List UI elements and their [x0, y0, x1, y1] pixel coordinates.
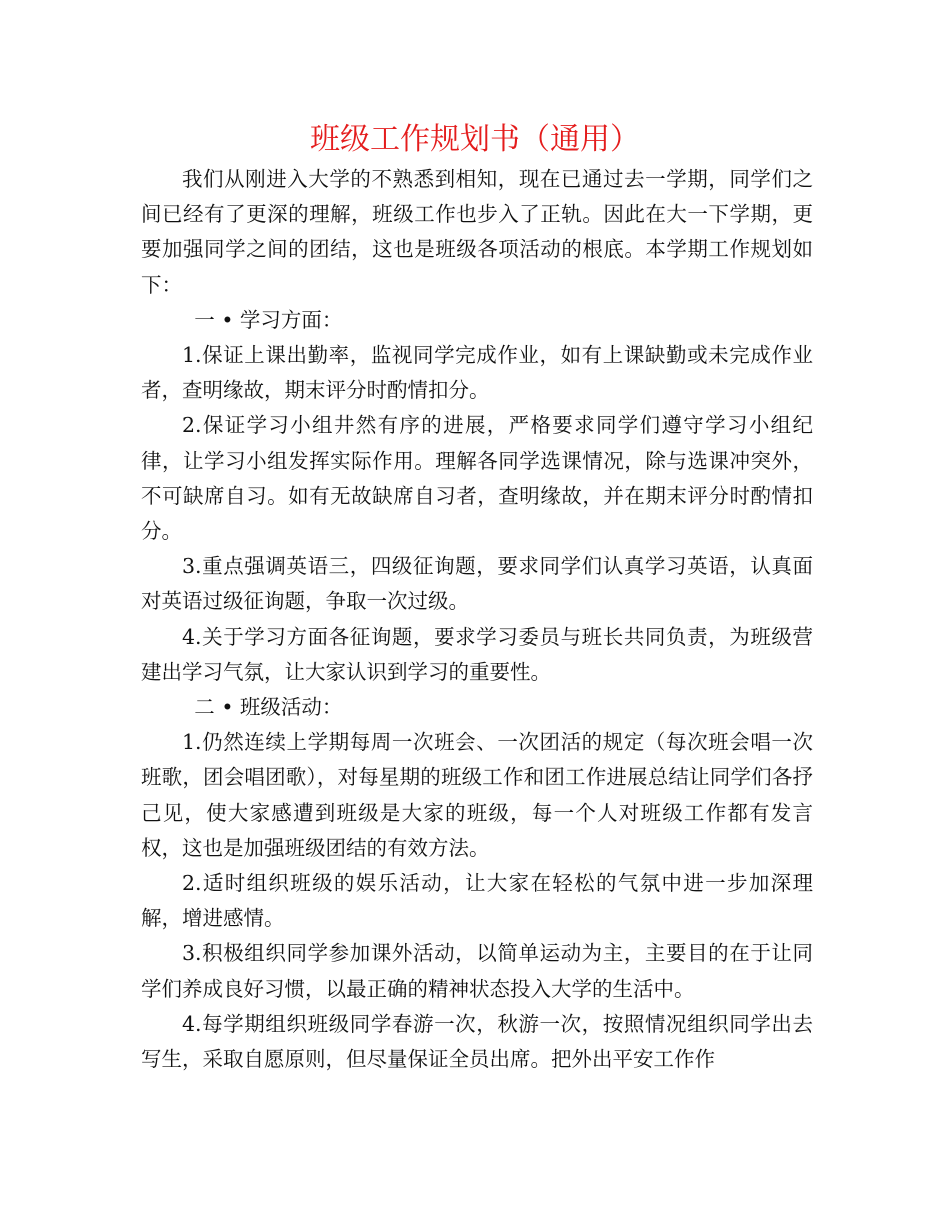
activity-item-4: 4.每学期组织班级同学春游一次，秋游一次，按照情况组织同学出去写生，采取自愿原则，但尽量保证全员出席。把外出平安工作作 — [141, 1011, 813, 1072]
study-item-1: 1.保证上课出勤率，监视同学完成作业，如有上课缺勤或未完成作业者，查明缘故，期末评分时酌情扣分。 — [141, 343, 813, 403]
activity-item-1: 1.仍然连续上学期每周一次班会、一次团活的规定（每次班会唱一次班歌，团会唱团歌），对每星期的班级工作和团工作进展总结让同学们各抒己见，使大家感遭到班级是大家的班级，每一个人对班级工作都有发言权，这也是加强班级团结的有效方法。 — [141, 730, 813, 860]
activity-item-3: 3.积极组织同学参加课外活动，以简单运动为主，主要目的在于让同学们养成良好习惯，以最正确的精神状态投入大学的生活中。 — [141, 941, 813, 1001]
section-heading-study: 一 • 学习方面： — [194, 307, 343, 332]
study-item-3: 3.重点强调英语三，四级征询题，要求同学们认真学习英语，认真面对英语过级征询题，争取一次过级。 — [141, 554, 813, 614]
intro-paragraph: 我们从刚进入大学的不熟悉到相知，现在已通过去一学期，同学们之间已经有了更深的理解，班级工作也步入了正轨。因此在大一下学期，更要加强同学之间的团结，这也是班级各项活动的根底。本学期工作规划如下： — [141, 167, 813, 297]
section-heading-activities: 二 • 班级活动： — [194, 695, 343, 720]
study-item-4: 4.关于学习方面各征询题，要求学习委员与班长共同负责，为班级营建出学习气氛，让大家认识到学习的重要性。 — [141, 624, 813, 684]
document-body — [141, 162, 813, 1077]
document-title: 班级工作规划书（通用） — [310, 122, 640, 157]
activity-item-2: 2.适时组织班级的娱乐活动，让大家在轻松的气氛中进一步加深理解，增进感情。 — [141, 871, 813, 931]
study-item-2: 2.保证学习小组井然有序的进展，严格要求同学们遵守学习小组纪律，让学习小组发挥实际作用。理解各同学选课情况，除与选课冲突外，不可缺席自习。如有无故缺席自习者，查明缘故，并在期末评分时酌情扣分。 — [141, 413, 813, 544]
